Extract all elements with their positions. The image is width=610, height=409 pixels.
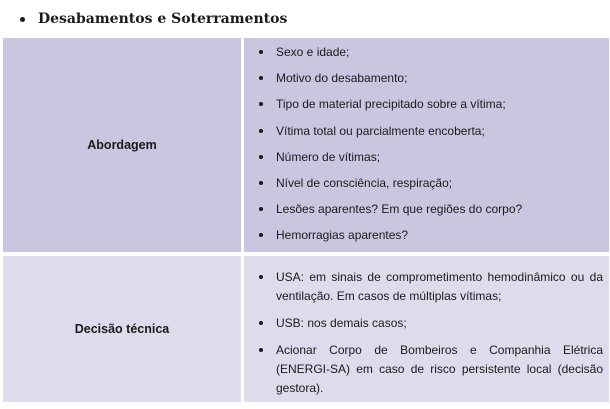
list-item: USB: nos demais casos; — [244, 314, 609, 333]
row-label-decisao-tecnica: Decisão técnica — [3, 256, 244, 402]
decisao-tecnica-list — [244, 256, 609, 402]
list-item: Vítima total ou parcialmente encoberta; — [244, 122, 609, 141]
bullet-icon — [20, 17, 25, 22]
list-item: Tipo de material precipitado sobre a vítima; — [244, 95, 609, 114]
list-item: Acionar Corpo de Bombeiros e Companhia Elétrica (ENERGI-SA) em caso de risco persistente local (decisão gestora). — [244, 341, 609, 398]
section-title: Desabamentos e Soterramentos — [38, 11, 288, 27]
list-item: Nível de consciência, respiração; — [244, 174, 609, 193]
section-heading — [20, 8, 287, 30]
list-item: Motivo do desabamento; — [244, 69, 609, 88]
row-label-abordagem: Abordagem — [3, 38, 244, 252]
table-row-decisao-tecnica — [3, 256, 609, 402]
row-content-decisao-tecnica — [244, 256, 609, 402]
list-item: Número de vítimas; — [244, 148, 609, 167]
list-item: Hemorragias aparentes? — [244, 226, 609, 245]
row-content-abordagem — [244, 38, 609, 252]
list-item: Lesões aparentes? Em que regiões do corpo? — [244, 200, 609, 219]
table-row-abordagem — [3, 38, 609, 252]
list-item: Sexo e idade; — [244, 43, 609, 62]
abordagem-list — [244, 38, 609, 252]
protocol-table — [3, 38, 609, 402]
list-item: USA: em sinais de comprometimento hemodinâmico ou da ventilação. Em casos de múltiplas vítimas; — [244, 268, 609, 306]
